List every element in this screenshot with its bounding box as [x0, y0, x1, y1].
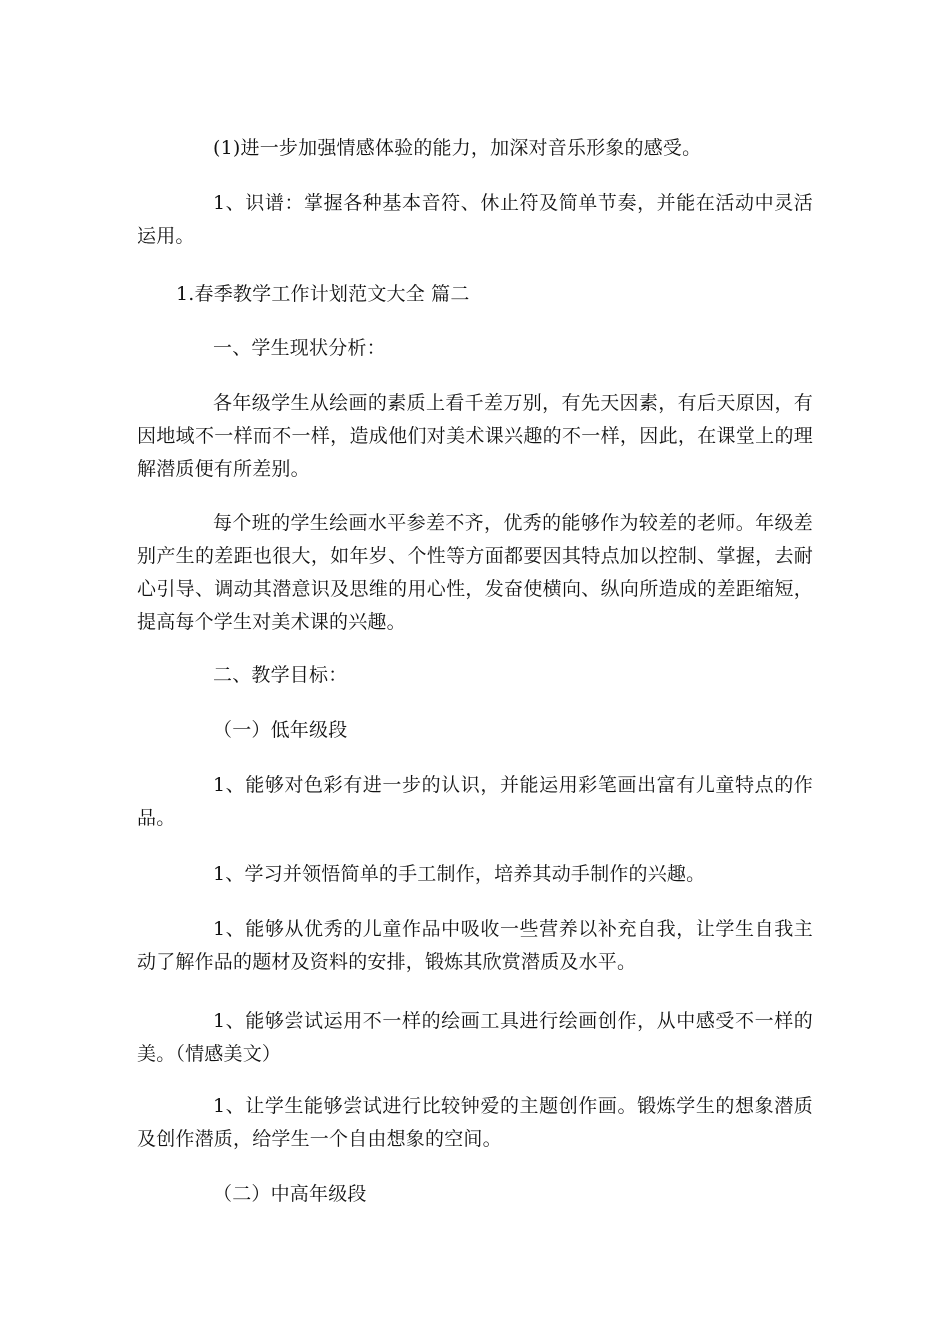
section-heading-part-two: 1.春季教学工作计划范文大全 篇二 [176, 283, 470, 305]
subheading-lower-grades: （一）低年级段 [213, 719, 348, 741]
paragraph-class-levels: 每个班的学生绘画水平参差不齐，优秀的能够作为较差的老师。年级差别产生的差距也很大，如年岁、个性等方面都要因其特点加以控制、掌握，去耐心引导、调动其潜意识及思维的用心性，发奋使横向、纵向所造成的差距缩短，提高每个学生对美术课的兴趣。 [137, 512, 813, 633]
goal-theme-creation: 1、让学生能够尝试进行比较钟爱的主题创作画。锻炼学生的想象潜质及创作潜质，给学生一个自由想象的空间。 [137, 1095, 813, 1150]
paragraph-student-differences: 各年级学生从绘画的素质上看千差万别，有先天因素，有后天原因，有因地域不一样而不一样，造成他们对美术课兴趣的不一样，因此，在课堂上的理解潜质便有所差别。 [137, 392, 813, 480]
goal-appreciation: 1、能够从优秀的儿童作品中吸收一些营养以补充自我，让学生自我主动了解作品的题材及资料的安排，锻炼其欣赏潜质及水平。 [137, 918, 813, 973]
subheading-upper-grades: （二）中高年级段 [213, 1183, 367, 1205]
paragraph-notation: 1、识谱：掌握各种基本音符、休止符及简单节奏，并能在活动中灵活运用。 [137, 192, 813, 247]
goal-drawing-tools: 1、能够尝试运用不一样的绘画工具进行绘画创作，从中感受不一样的美。（情感美文） [137, 1010, 813, 1065]
heading-teaching-goals: 二、教学目标： [213, 664, 348, 686]
goal-handcraft: 1、学习并领悟简单的手工制作，培养其动手制作的兴趣。 [213, 863, 706, 885]
paragraph-music-feeling: (1)进一步加强情感体验的能力，加深对音乐形象的感受。 [213, 137, 702, 159]
heading-student-analysis: 一、学生现状分析： [213, 337, 386, 359]
goal-color-recognition: 1、能够对色彩有进一步的认识，并能运用彩笔画出富有儿童特点的作品。 [137, 774, 813, 829]
